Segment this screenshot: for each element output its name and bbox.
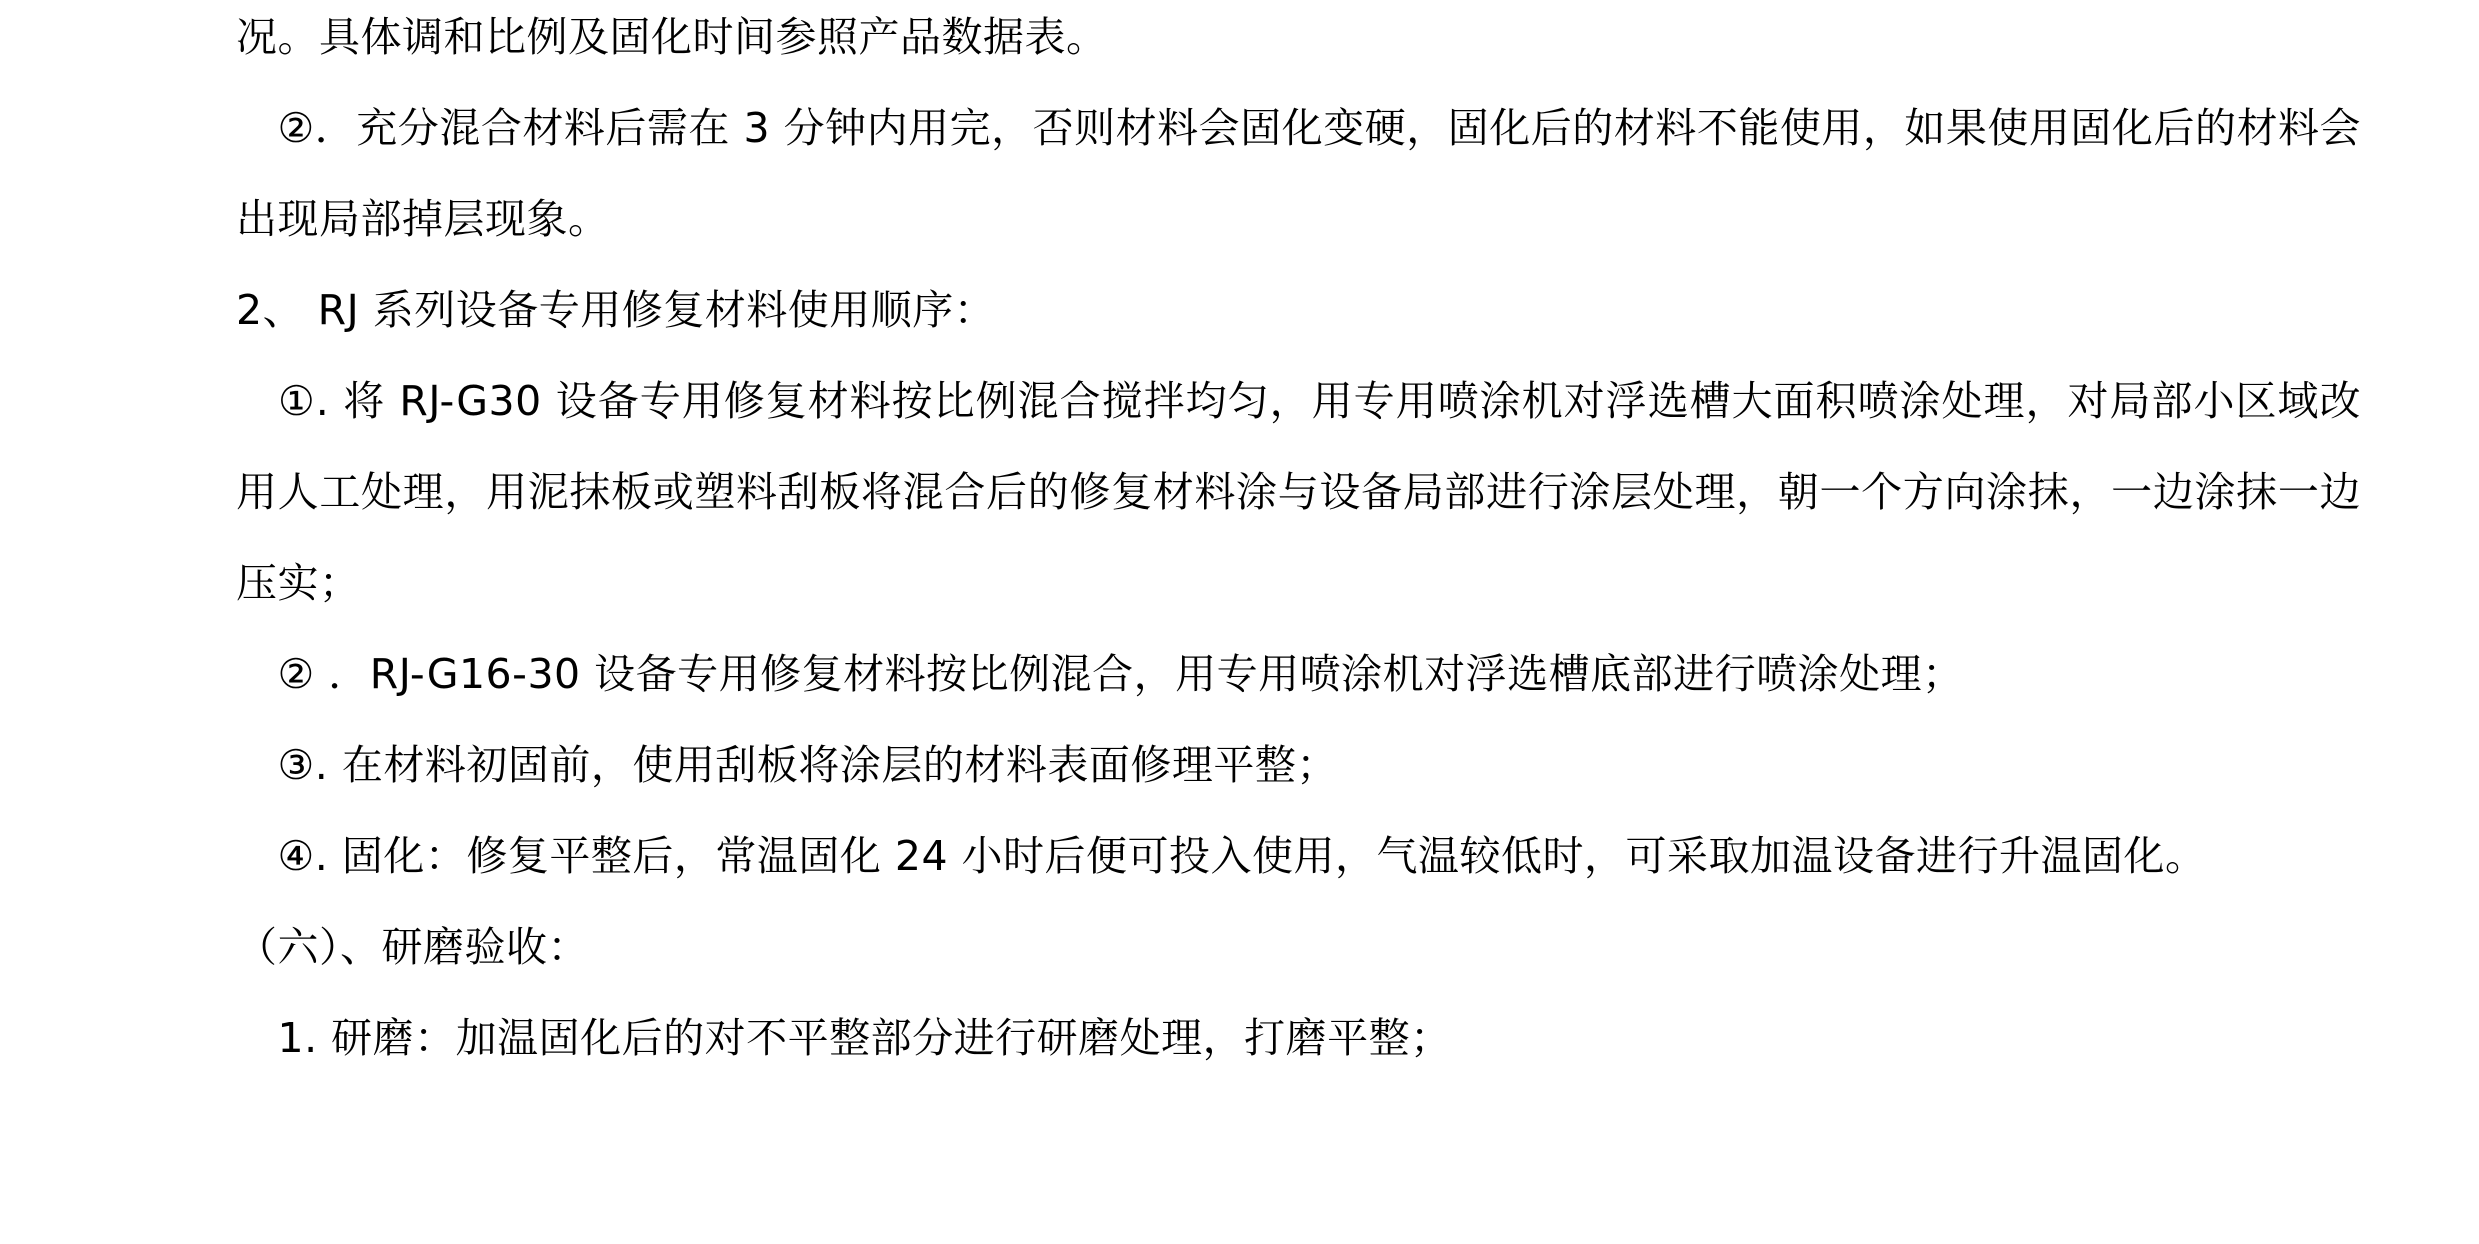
paragraph-1: 况。具体调和比例及固化时间参照产品数据表。: [236, 13, 1108, 61]
paragraph-4: ①. 将 RJ-G30 设备专用修复材料按比例混合搅拌均匀，用专用喷涂机对浮选槽大面积喷涂处理，对局部小区域改用人工处理，用泥抹板或塑料刮板将混合后的修复材料涂与设备局部进行涂层处理，朝一个方向涂抹，一边涂抹一边压实；: [236, 377, 2361, 607]
paragraph-2: ②．充分混合材料后需在 3 分钟内用完，否则材料会固化变硬，固化后的材料不能使用，如果使用固化后的材料会出现局部掉层现象。: [236, 104, 2361, 243]
document-body: [236, 0, 2361, 1084]
paragraph-7: ④. 固化：修复平整后，常温固化 24 小时后便可投入使用，气温较低时，可采取加温设备进行升温固化。: [236, 832, 2207, 880]
paragraph-3: 2、 RJ 系列设备专用修复材料使用顺序：: [236, 286, 996, 334]
paragraph-9: 1. 研磨：加温固化后的对不平整部分进行研磨处理，打磨平整；: [236, 1014, 1452, 1062]
paragraph-6: ③. 在材料初固前，使用刮板将涂层的材料表面修理平整；: [236, 741, 1338, 789]
paragraph-5: ② ．RJ-G16-30 设备专用修复材料按比例混合，用专用喷涂机对浮选槽底部进行喷涂处理；: [236, 650, 1964, 698]
paragraph-8: （六）、研磨验收：: [236, 923, 589, 971]
